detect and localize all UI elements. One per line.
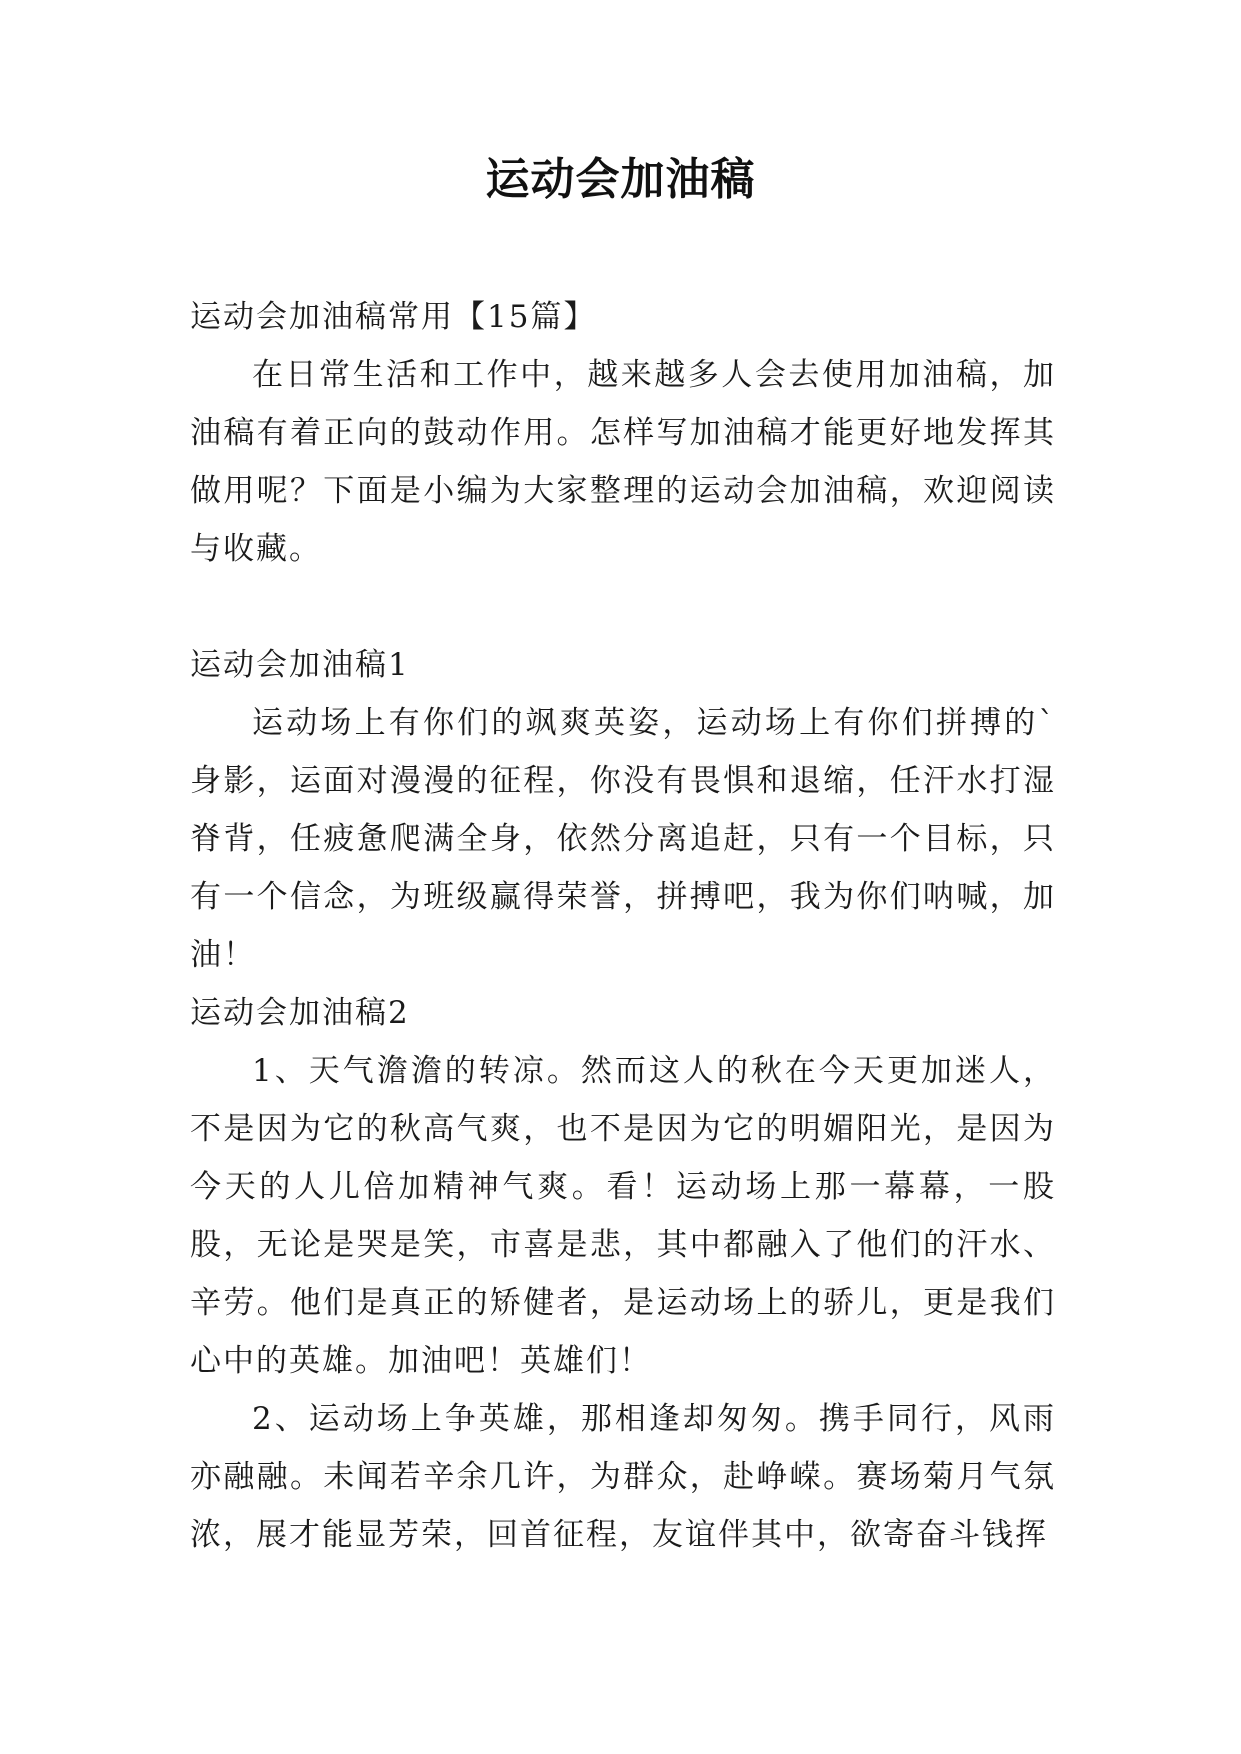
- section-2-item-2: 2、运动场上争英雄，那相逢却匆匆。携手同行，风雨亦融融。未闻若辛余几许，为群众，赴峥嵘。赛场菊月气氛浓，展才能显芳荣，回首征程，友谊伴其中，欲寄奋斗钱挥: [190, 1401, 1056, 1553]
- document-title: 运动会加油稿: [485, 154, 756, 205]
- section-heading-2: 运动会加油稿2: [190, 995, 410, 1031]
- intro-paragraph: 在日常生活和工作中，越来越多人会去使用加油稿，加油稿有着正向的鼓动作用。怎样写加油稿才能更好地发挥其做用呢？下面是小编为大家整理的运动会加油稿，欢迎阅读与收藏。: [190, 357, 1056, 567]
- section-2-item-1: 1、天气澹澹的转凉。然而这人的秋在今天更加迷人，不是因为它的秋高气爽，也不是因为它的明媚阳光，是因为今天的人儿倍加精神气爽。看！运动场上那一幕幕，一股股，无论是哭是笑，市喜是悲，其中都融入了他们的汗水、辛劳。他们是真正的矫健者，是运动场上的骄儿，更是我们心中的英雄。加油吧！英雄们！: [190, 1053, 1056, 1379]
- document-body: [190, 288, 1056, 1564]
- section-1-paragraph: 运动场上有你们的飒爽英姿，运动场上有你们拼搏的`身影，运面对漫漫的征程，你没有畏惧和退缩，任汗水打湿脊背，任疲惫爬满全身，依然分离追赶，只有一个目标，只有一个信念，为班级赢得荣誉，拼搏吧，我为你们呐喊，加油！: [190, 705, 1056, 973]
- subtitle-line: 运动会加油稿常用【15篇】: [190, 299, 597, 335]
- section-heading-1: 运动会加油稿1: [190, 647, 410, 683]
